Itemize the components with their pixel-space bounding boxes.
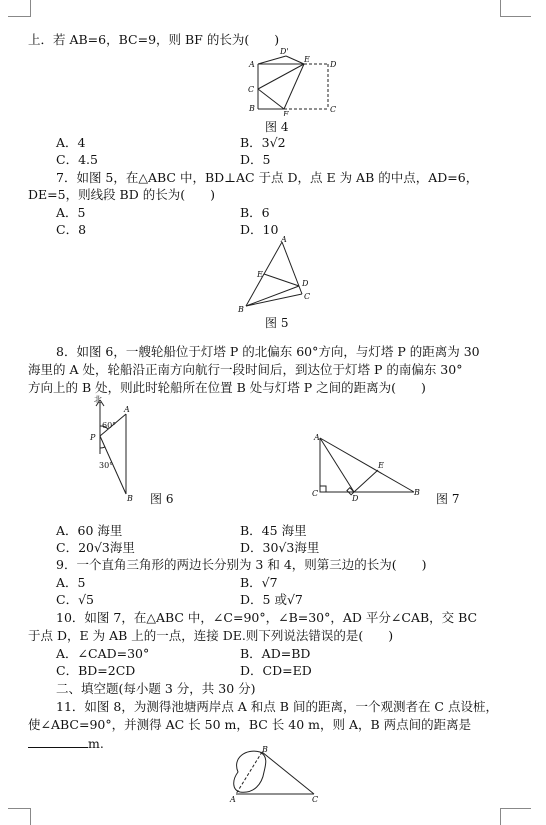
- crop-mark-bottom-left: [8, 808, 31, 825]
- q7-option-d: D．10: [240, 222, 279, 237]
- q7-option-b: B．6: [240, 205, 270, 220]
- fig5-label-b: B: [238, 305, 244, 314]
- q10-option-c: C．BD=2CD: [56, 663, 136, 678]
- q10-option-b: B．AD=BD: [240, 646, 311, 661]
- fig6-label-p: P: [90, 433, 96, 442]
- q8-stem-line1: 8．如图 6，一艘轮船位于灯塔 P 的北偏东 60°方向，与灯塔 P 的距离为 30: [56, 344, 480, 359]
- q11-stem-line1: 11．如图 8，为测得池塘两岸点 A 和点 B 间的距离，一个观测者在 C 点设桩，: [56, 699, 498, 714]
- q10-option-d: D．CD=ED: [240, 663, 312, 678]
- q11-stem-line2: 使∠ABC=90°，并测得 AC 长 50 m，BC 长 40 m，则 A，B 两点间的距离是: [28, 717, 472, 732]
- q8-option-a: A．60 海里: [56, 523, 123, 538]
- fig7-label-a: A: [314, 433, 320, 442]
- q9-option-a: A．5: [56, 575, 86, 590]
- fig4-label-dprime: D': [280, 47, 289, 56]
- fig4-label-f: F: [283, 110, 289, 116]
- q6-option-d: D．5: [240, 152, 271, 167]
- fig4-label-b: B: [249, 104, 255, 113]
- figure-6-diagram: [84, 394, 150, 504]
- q8-option-d: D．30√3海里: [240, 540, 320, 555]
- q10-option-a: A．∠CAD=30°: [56, 646, 150, 661]
- figure-5-diagram: [236, 236, 320, 316]
- fig7-label-d: D: [352, 494, 359, 502]
- fig5-label-a: A: [281, 236, 287, 244]
- q6-option-c: C．4.5: [56, 152, 98, 167]
- fig4-label-d: D: [330, 60, 337, 69]
- q9-option-c: C．√5: [56, 592, 94, 607]
- q7-stem-line2: DE=5，则线段 BD 的长为( ): [28, 187, 215, 202]
- figure-7-caption: 图 7: [436, 492, 460, 506]
- figure-4-diagram: [244, 44, 344, 116]
- fig6-label-30: 30°: [99, 461, 114, 470]
- fig4-label-a: A: [249, 60, 255, 69]
- fig7-label-e: E: [378, 461, 384, 470]
- q6-option-a: A．4: [56, 135, 86, 150]
- fig4-label-c-right: C: [330, 105, 337, 114]
- fig5-label-e: E: [257, 270, 263, 279]
- crop-mark-top-left: [8, 0, 31, 17]
- q8-stem-line2: 海里的 A 处，轮船沿正南方向航行一段时间后，到达位于灯塔 P 的南偏东 30°: [28, 362, 463, 377]
- q11-blank-line: [28, 735, 88, 748]
- q8-stem-line3: 方向上的 B 处，则此时轮船所在位置 B 处与灯塔 P 之间的距离为( ): [28, 380, 426, 395]
- figure-7-diagram: [310, 430, 422, 502]
- fig5-label-d: D: [302, 279, 309, 288]
- q7-stem-line1: 7．如图 5，在△ABC 中，BD⊥AC 于点 D，点 E 为 AB 的中点，AD=6，: [56, 170, 479, 185]
- fig8-label-c: C: [312, 795, 319, 804]
- crop-mark-top-right: [500, 0, 531, 17]
- fig6-label-b: B: [127, 494, 133, 503]
- q9-option-d: D．5 或√7: [240, 592, 303, 607]
- fig4-label-c-left: C: [248, 85, 255, 94]
- q6-option-b: B．3√2: [240, 135, 286, 150]
- fig7-label-b: B: [414, 488, 420, 497]
- q10-stem-line2: 于点 D，E 为 AB 上的一点，连接 DE.则下列说法错误的是( ): [28, 628, 394, 643]
- fig6-label-a: A: [124, 405, 130, 414]
- fig6-label-north: 北: [94, 395, 102, 404]
- fig8-label-b: B: [262, 745, 268, 754]
- q11-blank-unit: m.: [88, 736, 104, 751]
- fig7-label-c: C: [312, 489, 319, 498]
- section-fill-in-heading: 二、填空题(每小题 3 分，共 30 分): [56, 681, 256, 696]
- figure-8-diagram: [226, 744, 326, 806]
- fig6-label-60: 60°: [102, 421, 117, 430]
- fig4-label-e: E: [304, 55, 310, 64]
- figure-5-caption: 图 5: [265, 316, 289, 330]
- q10-stem-line1: 10．如图 7，在△ABC 中，∠C=90°，∠B=30°，AD 平分∠CAB，交 BC: [56, 610, 478, 625]
- fig5-label-c: C: [304, 292, 311, 301]
- q8-option-b: B．45 海里: [240, 523, 307, 538]
- q9-option-b: B．√7: [240, 575, 278, 590]
- fig8-label-a: A: [230, 795, 236, 804]
- figure-6-caption: 图 6: [150, 492, 174, 506]
- crop-mark-bottom-right: [500, 808, 531, 825]
- figure-4-caption: 图 4: [265, 120, 289, 134]
- q7-option-a: A．5: [56, 205, 86, 220]
- q11-answer-blank: [28, 735, 104, 752]
- q7-option-c: C．8: [56, 222, 87, 237]
- q9-stem: 9．一个直角三角形的两边长分别为 3 和 4，则第三边的长为( ): [56, 557, 427, 572]
- q6-stem-tail: 上．若 AB=6，BC=9，则 BF 的长为( ): [28, 32, 280, 47]
- q8-option-c: C．20√3海里: [56, 540, 135, 555]
